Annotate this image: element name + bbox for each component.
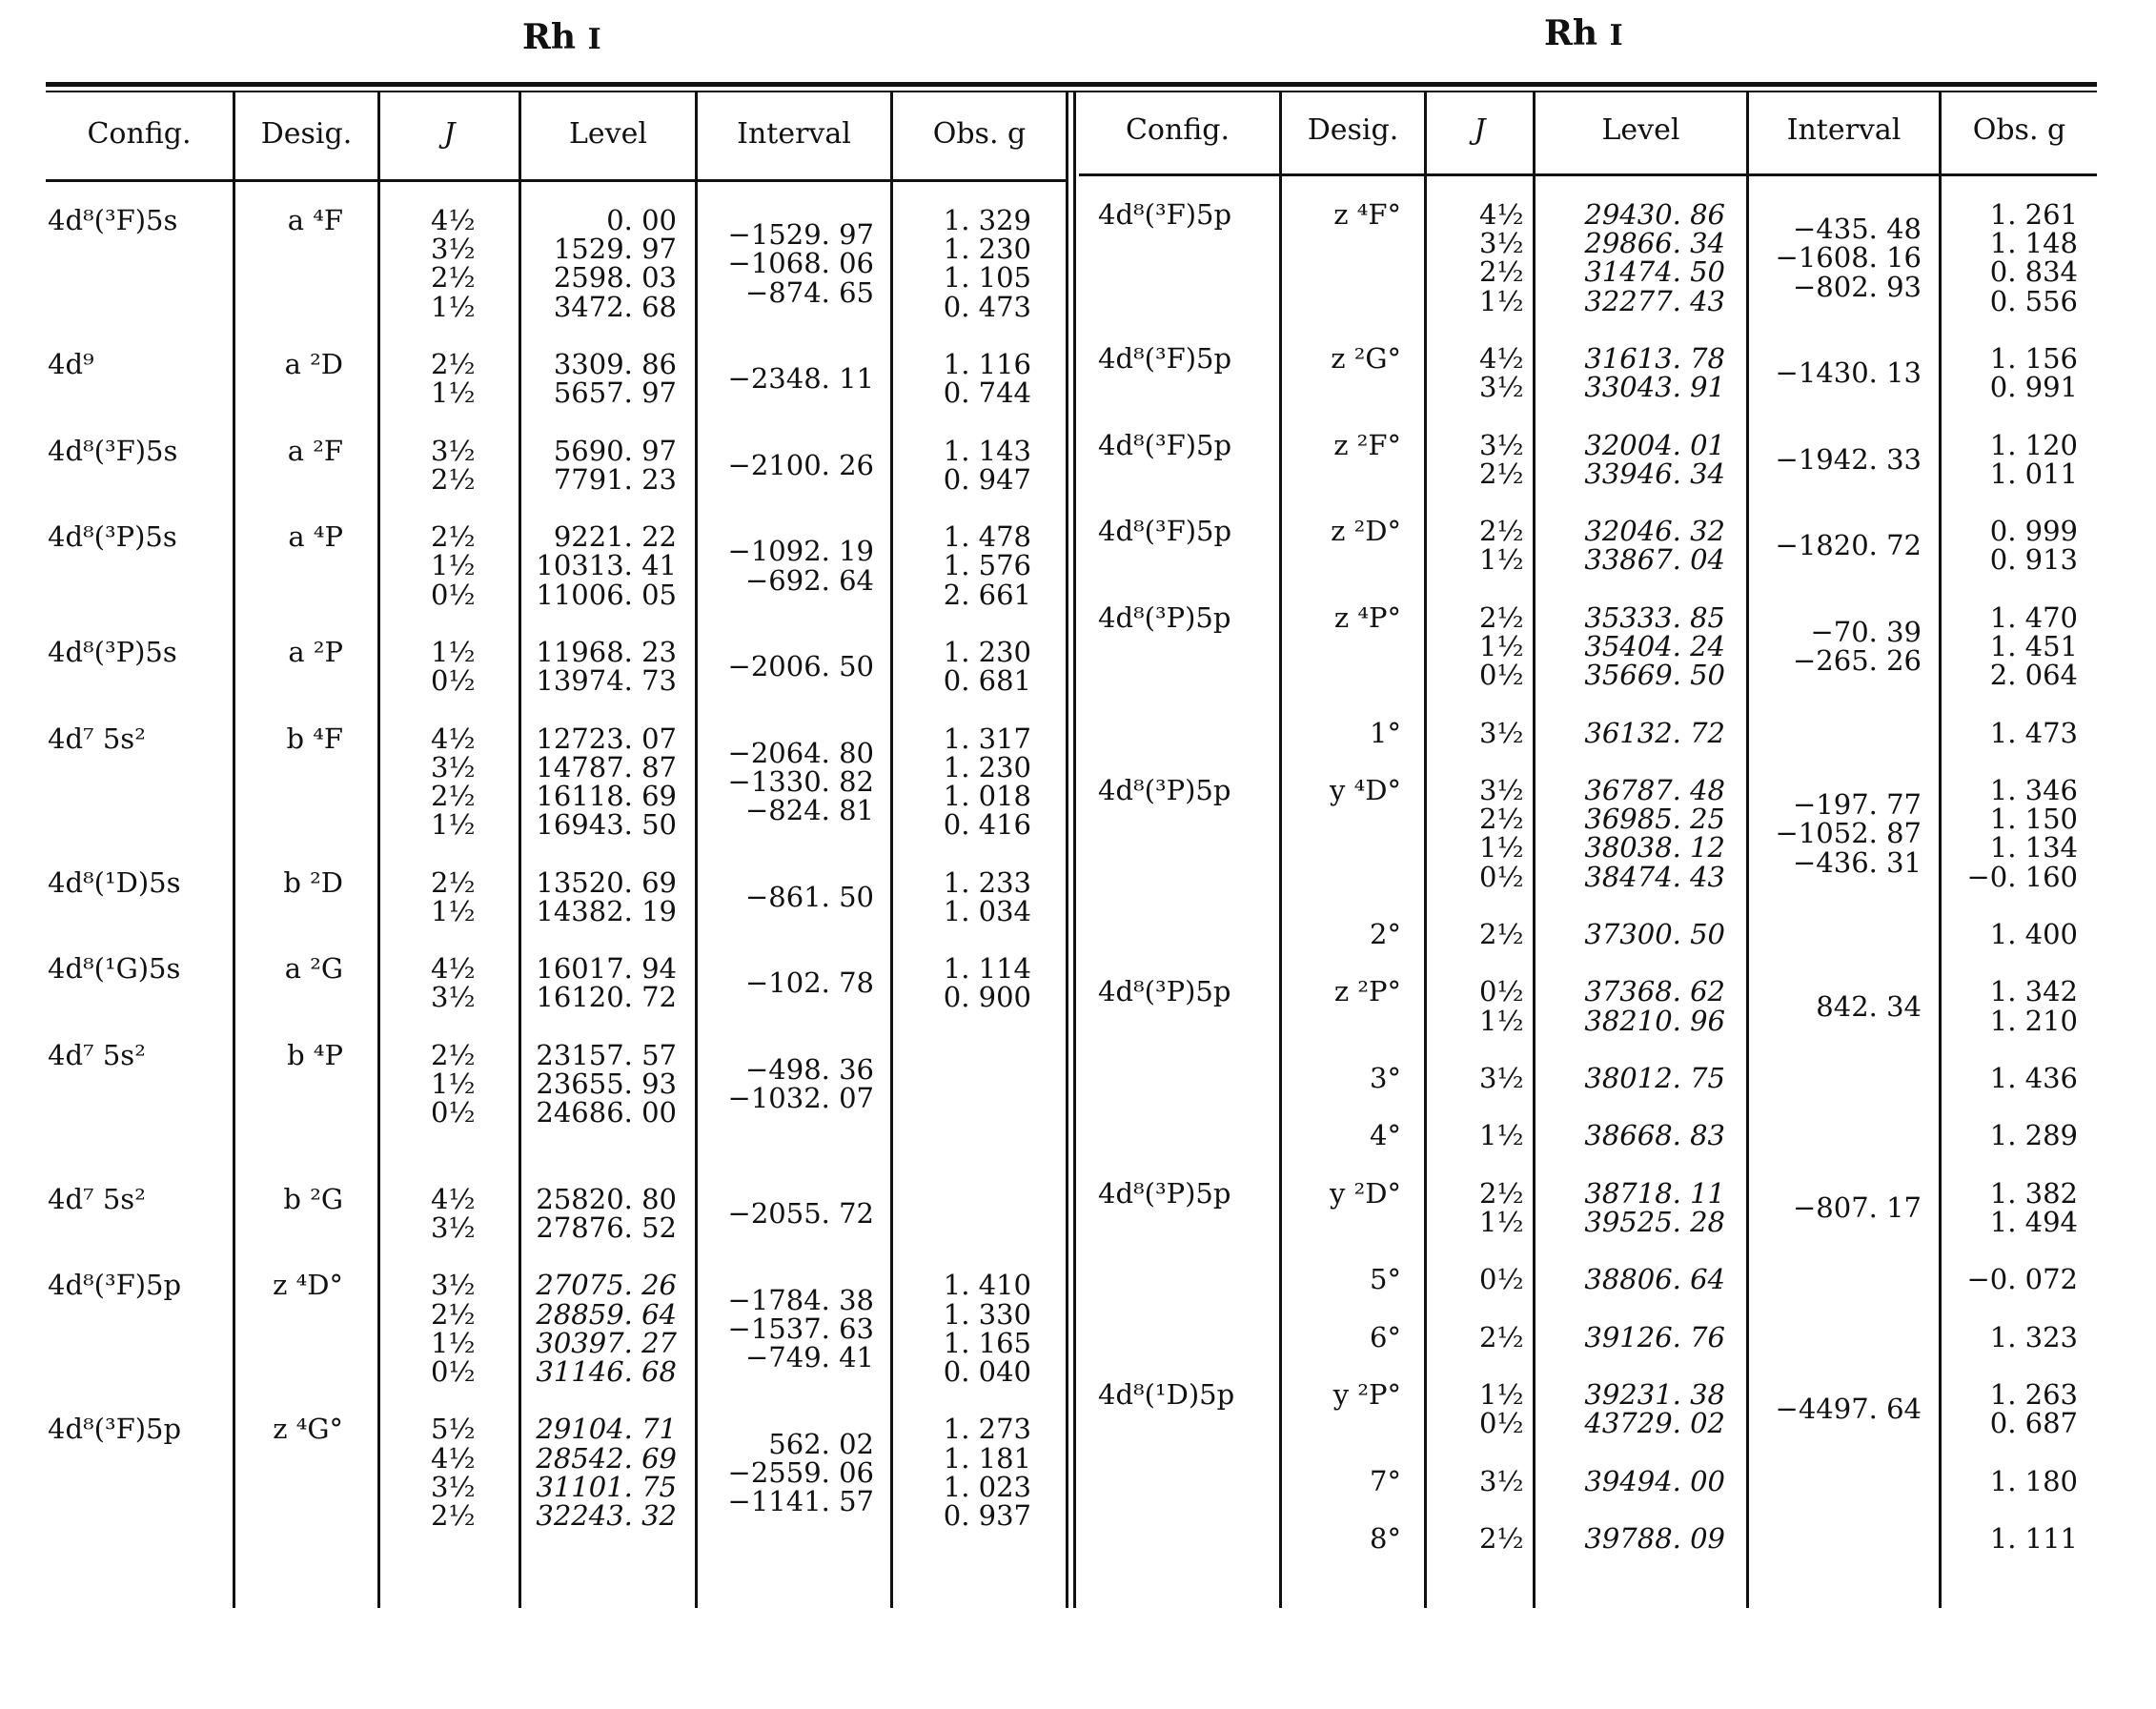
right-level-cell: 32004. 01 33946. 34 (1584, 428, 1725, 490)
col-rule (890, 92, 893, 1608)
left-config-cell: 4d⁸(³P)5s (48, 520, 177, 554)
left-j-cell: 5½ 4½ 3½ 2½ (431, 1413, 476, 1532)
right-desig-cell: 3° (1370, 1062, 1401, 1094)
left-j-cell: 2½ 1½ 0½ (431, 1038, 476, 1129)
right-j-cell: 3½ (1479, 1062, 1524, 1094)
right-interval-cell: −807. 17 (1793, 1190, 1922, 1224)
left-interval-cell: −498. 36 −1032. 07 (727, 1052, 874, 1115)
right-level-cell: 38012. 75 (1584, 1062, 1725, 1094)
left-level-cell: 0. 00 1529. 97 2598. 03 3472. 68 (553, 204, 677, 323)
left-interval-cell: −2055. 72 (727, 1196, 874, 1230)
right-g-cell: 1. 346 1. 150 1. 134 −0. 160 (1966, 774, 2078, 893)
right-level-cell: 35333. 85 35404. 24 35669. 50 (1584, 600, 1725, 692)
left-desig-cell: a ⁴P (288, 520, 343, 554)
right-g-cell: 1. 342 1. 210 (1989, 975, 2078, 1037)
right-interval-cell: −435. 48 −1608. 16 −802. 93 (1775, 213, 1922, 303)
left-level-cell: 23157. 57 23655. 93 24686. 00 (536, 1038, 677, 1129)
left-desig-cell: z ⁴D° (273, 1269, 343, 1302)
right-header-j: J (1474, 112, 1486, 147)
right-g-cell: 1. 470 1. 451 2. 064 (1989, 600, 2078, 692)
right-g-cell: 1. 261 1. 148 0. 834 0. 556 (1989, 198, 2078, 317)
right-g-cell: 1. 289 (1989, 1119, 2078, 1152)
left-j-cell: 1½ 0½ (431, 636, 476, 698)
left-j-cell: 3½ 2½ 1½ 0½ (431, 1269, 476, 1388)
left-header-desig: Desig. (260, 116, 353, 151)
left-j-cell: 4½ 3½ 2½ 1½ (431, 204, 476, 323)
left-level-cell: 5690. 97 7791. 23 (553, 434, 677, 496)
right-j-cell: 3½ (1479, 1464, 1524, 1497)
right-desig-cell: y ²P° (1332, 1378, 1401, 1412)
right-desig-cell: 6° (1370, 1320, 1401, 1353)
right-header-interval: Interval (1786, 112, 1902, 147)
table-separator-b (1073, 92, 1076, 1608)
right-g-cell: 1. 263 0. 687 (1989, 1378, 2078, 1440)
left-level-cell: 16017. 94 16120. 72 (536, 952, 677, 1014)
left-interval-cell: −2100. 26 (727, 448, 874, 481)
left-interval-cell: −2064. 80 −1330. 82 −824. 81 (727, 736, 874, 827)
left-level-cell: 13520. 69 14382. 19 (536, 865, 677, 927)
right-desig-cell: z ⁴P° (1333, 600, 1401, 634)
left-header-level: Level (569, 116, 647, 151)
left-j-cell: 4½ 3½ 2½ 1½ (431, 722, 476, 842)
left-header-config: Config. (87, 116, 192, 151)
left-config-cell: 4d⁸(¹D)5s (48, 865, 181, 899)
right-g-cell: 1. 180 (1989, 1464, 2078, 1497)
right-interval-cell: −4497. 64 (1775, 1393, 1922, 1426)
right-g-cell: 1. 473 (1989, 716, 2078, 749)
right-g-cell: −0. 072 (1966, 1263, 2078, 1296)
left-config-cell: 4d⁷ 5s² (48, 722, 146, 755)
left-title-element: Rh (522, 17, 577, 57)
right-level-cell: 29430. 86 29866. 34 31474. 50 32277. 43 (1584, 198, 1725, 317)
right-j-cell: 0½ 1½ (1479, 975, 1524, 1037)
right-desig-cell: 8° (1370, 1522, 1401, 1556)
left-desig-cell: a ²F (287, 434, 343, 467)
left-config-cell: 4d⁸(¹G)5s (48, 952, 181, 986)
left-g-cell: 1. 329 1. 230 1. 105 0. 473 (943, 204, 1031, 323)
right-level-cell: 38668. 83 (1584, 1119, 1725, 1152)
right-j-cell: 1½ 0½ (1479, 1378, 1524, 1440)
left-desig-cell: z ⁴G° (273, 1413, 343, 1446)
right-config-cell: 4d⁸(³P)5p (1098, 600, 1231, 634)
right-j-cell: 4½ 3½ 2½ 1½ (1479, 198, 1524, 317)
left-desig-cell: a ⁴F (287, 204, 343, 236)
right-header-rule (1079, 173, 2097, 176)
left-desig-cell: b ⁴F (286, 722, 343, 755)
right-level-cell: 31613. 78 33043. 91 (1584, 342, 1725, 404)
left-desig-cell: b ²G (283, 1182, 343, 1215)
left-desig-cell: b ²D (283, 865, 343, 899)
right-interval-cell: −1942. 33 (1775, 442, 1922, 476)
right-level-cell: 38718. 11 39525. 28 (1584, 1176, 1725, 1238)
right-desig-cell: z ²F° (1333, 428, 1401, 461)
right-level-cell: 32046. 32 33867. 04 (1584, 515, 1725, 577)
left-j-cell: 4½ 3½ (431, 952, 476, 1014)
left-g-cell: 1. 478 1. 576 2. 661 (943, 520, 1031, 611)
top-rule-thick (46, 82, 2097, 87)
left-table-title (522, 17, 601, 57)
right-desig-cell: z ²D° (1331, 515, 1401, 548)
col-rule (377, 92, 380, 1608)
col-rule (695, 92, 698, 1608)
col-rule (1939, 92, 1942, 1608)
col-rule (1279, 92, 1282, 1608)
right-j-cell: 1½ (1479, 1119, 1524, 1152)
col-rule (233, 92, 235, 1608)
left-g-cell: 1. 143 0. 947 (943, 434, 1031, 496)
left-interval-cell: −2348. 11 (727, 362, 874, 396)
left-header-g: Obs. g (932, 116, 1027, 151)
right-g-cell: 1. 436 (1989, 1062, 2078, 1094)
right-desig-cell: z ²G° (1331, 342, 1401, 375)
left-interval-cell: −1529. 97 −1068. 06 −874. 65 (727, 218, 874, 309)
right-level-cell: 39788. 09 (1584, 1522, 1725, 1556)
left-g-cell: 1. 230 0. 681 (943, 636, 1031, 698)
right-g-cell: 1. 111 (1989, 1522, 2078, 1556)
left-desig-cell: a ²D (284, 348, 343, 380)
left-level-cell: 11968. 23 13974. 73 (536, 636, 677, 698)
right-config-cell: 4d⁸(³F)5p (1098, 198, 1232, 231)
left-desig-cell: a ²P (288, 636, 343, 668)
right-header-desig: Desig. (1307, 112, 1399, 147)
left-g-cell: 1. 410 1. 330 1. 165 0. 040 (943, 1269, 1031, 1388)
left-j-cell: 2½ 1½ (431, 348, 476, 410)
right-desig-cell: 5° (1370, 1263, 1401, 1296)
left-j-cell: 2½ 1½ (431, 865, 476, 927)
right-interval-cell: −70. 39 −265. 26 (1793, 615, 1922, 678)
right-interval-cell: 842. 34 (1816, 989, 1922, 1023)
col-rule (1424, 92, 1427, 1608)
right-config-cell: 4d⁸(³F)5p (1098, 342, 1232, 375)
right-desig-cell: y ⁴D° (1330, 774, 1401, 806)
right-j-cell: 0½ (1479, 1263, 1524, 1296)
right-g-cell: 1. 323 (1989, 1320, 2078, 1353)
left-interval-cell: −861. 50 (745, 880, 874, 913)
right-config-cell: 4d⁸(³F)5p (1098, 515, 1232, 548)
right-title-ion: I (1609, 19, 1623, 52)
right-j-cell: 3½ 2½ (1479, 428, 1524, 490)
right-header-g: Obs. g (1972, 112, 2066, 147)
left-config-cell: 4d⁸(³F)5p (48, 1269, 182, 1302)
left-config-cell: 4d⁸(³F)5p (48, 1413, 182, 1446)
right-config-cell: 4d⁸(¹D)5p (1098, 1378, 1235, 1412)
right-g-cell: 0. 999 0. 913 (1989, 515, 2078, 577)
right-j-cell: 2½ 1½ (1479, 1176, 1524, 1238)
left-config-cell: 4d⁸(³F)5s (48, 204, 178, 236)
right-j-cell: 3½ (1479, 716, 1524, 749)
left-j-cell: 3½ 2½ (431, 434, 476, 496)
right-level-cell: 39494. 00 (1584, 1464, 1725, 1497)
right-desig-cell: 2° (1370, 918, 1401, 950)
right-header-level: Level (1601, 112, 1680, 147)
right-desig-cell: z ²P° (1333, 975, 1401, 1008)
left-interval-cell: −1784. 38 −1537. 63 −749. 41 (727, 1283, 874, 1373)
left-g-cell: 1. 116 0. 744 (943, 348, 1031, 410)
right-g-cell: 1. 120 1. 011 (1989, 428, 2078, 490)
right-j-cell: 2½ 1½ 0½ (1479, 600, 1524, 692)
right-g-cell: 1. 400 (1989, 918, 2078, 950)
right-title-element: Rh (1544, 13, 1598, 53)
right-j-cell: 2½ 1½ (1479, 515, 1524, 577)
left-level-cell: 12723. 07 14787. 87 16118. 69 16943. 50 (536, 722, 677, 842)
left-title-ion: I (587, 23, 601, 56)
left-level-cell: 29104. 71 28542. 69 31101. 75 32243. 32 (536, 1413, 677, 1532)
left-g-cell: 1. 273 1. 181 1. 023 0. 937 (943, 1413, 1031, 1532)
right-level-cell: 37368. 62 38210. 96 (1584, 975, 1725, 1037)
right-header-config: Config. (1125, 112, 1231, 147)
left-header-rule (46, 179, 1066, 182)
left-interval-cell: −2006. 50 (727, 650, 874, 683)
right-desig-cell: 7° (1370, 1464, 1401, 1497)
right-j-cell: 2½ (1479, 1522, 1524, 1556)
right-level-cell: 36787. 48 36985. 25 38038. 12 38474. 43 (1584, 774, 1725, 893)
right-config-cell: 4d⁸(³F)5p (1098, 428, 1232, 461)
right-level-cell: 36132. 72 (1584, 716, 1725, 749)
left-level-cell: 3309. 86 5657. 97 (553, 348, 677, 410)
left-desig-cell: a ²G (284, 952, 343, 986)
right-interval-cell: −197. 77 −1052. 87 −436. 31 (1775, 788, 1922, 879)
right-desig-cell: z ⁴F° (1333, 198, 1401, 231)
left-header-j: J (443, 116, 456, 151)
left-config-cell: 4d⁸(³P)5s (48, 636, 177, 668)
right-g-cell: 1. 382 1. 494 (1989, 1176, 2078, 1238)
left-config-cell: 4d⁷ 5s² (48, 1182, 146, 1215)
right-g-cell: 1. 156 0. 991 (1989, 342, 2078, 404)
right-level-cell: 39231. 38 43729. 02 (1584, 1378, 1725, 1440)
right-table-title (1544, 13, 1623, 53)
left-interval-cell: −1092. 19 −692. 64 (727, 535, 874, 597)
left-config-cell: 4d⁷ 5s² (48, 1038, 146, 1071)
right-desig-cell: 1° (1370, 716, 1401, 749)
left-level-cell: 9221. 22 10313. 41 11006. 05 (536, 520, 677, 611)
right-interval-cell: −1430. 13 (1775, 356, 1922, 390)
col-rule (519, 92, 521, 1608)
left-config-cell: 4d⁸(³F)5s (48, 434, 178, 467)
right-level-cell: 39126. 76 (1584, 1320, 1725, 1353)
left-g-cell: 1. 317 1. 230 1. 018 0. 416 (943, 722, 1031, 842)
left-header-interval: Interval (737, 116, 851, 151)
right-j-cell: 4½ 3½ (1479, 342, 1524, 404)
right-level-cell: 37300. 50 (1584, 918, 1725, 950)
left-interval-cell: 562. 02 −2559. 06 −1141. 57 (727, 1427, 874, 1517)
left-level-cell: 25820. 80 27876. 52 (536, 1182, 677, 1244)
left-g-cell: 1. 233 1. 034 (943, 865, 1031, 927)
right-j-cell: 2½ (1479, 1320, 1524, 1353)
left-interval-cell: −102. 78 (745, 966, 874, 1000)
table-separator-a (1066, 92, 1068, 1608)
right-config-cell: 4d⁸(³P)5p (1098, 1176, 1231, 1210)
left-desig-cell: b ⁴P (287, 1038, 343, 1071)
left-g-cell: 1. 114 0. 900 (943, 952, 1031, 1014)
col-rule (1746, 92, 1749, 1608)
col-rule (1533, 92, 1536, 1608)
right-interval-cell: −1820. 72 (1775, 529, 1922, 562)
right-desig-cell: 4° (1370, 1119, 1401, 1152)
right-level-cell: 38806. 64 (1584, 1263, 1725, 1296)
left-level-cell: 27075. 26 28859. 64 30397. 27 31146. 68 (536, 1269, 677, 1388)
right-config-cell: 4d⁸(³P)5p (1098, 774, 1231, 806)
left-j-cell: 4½ 3½ (431, 1182, 476, 1244)
right-j-cell: 3½ 2½ 1½ 0½ (1479, 774, 1524, 893)
right-desig-cell: y ²D° (1330, 1176, 1401, 1210)
right-j-cell: 2½ (1479, 918, 1524, 950)
right-config-cell: 4d⁸(³P)5p (1098, 975, 1231, 1008)
left-j-cell: 2½ 1½ 0½ (431, 520, 476, 611)
left-config-cell: 4d⁹ (48, 348, 94, 380)
